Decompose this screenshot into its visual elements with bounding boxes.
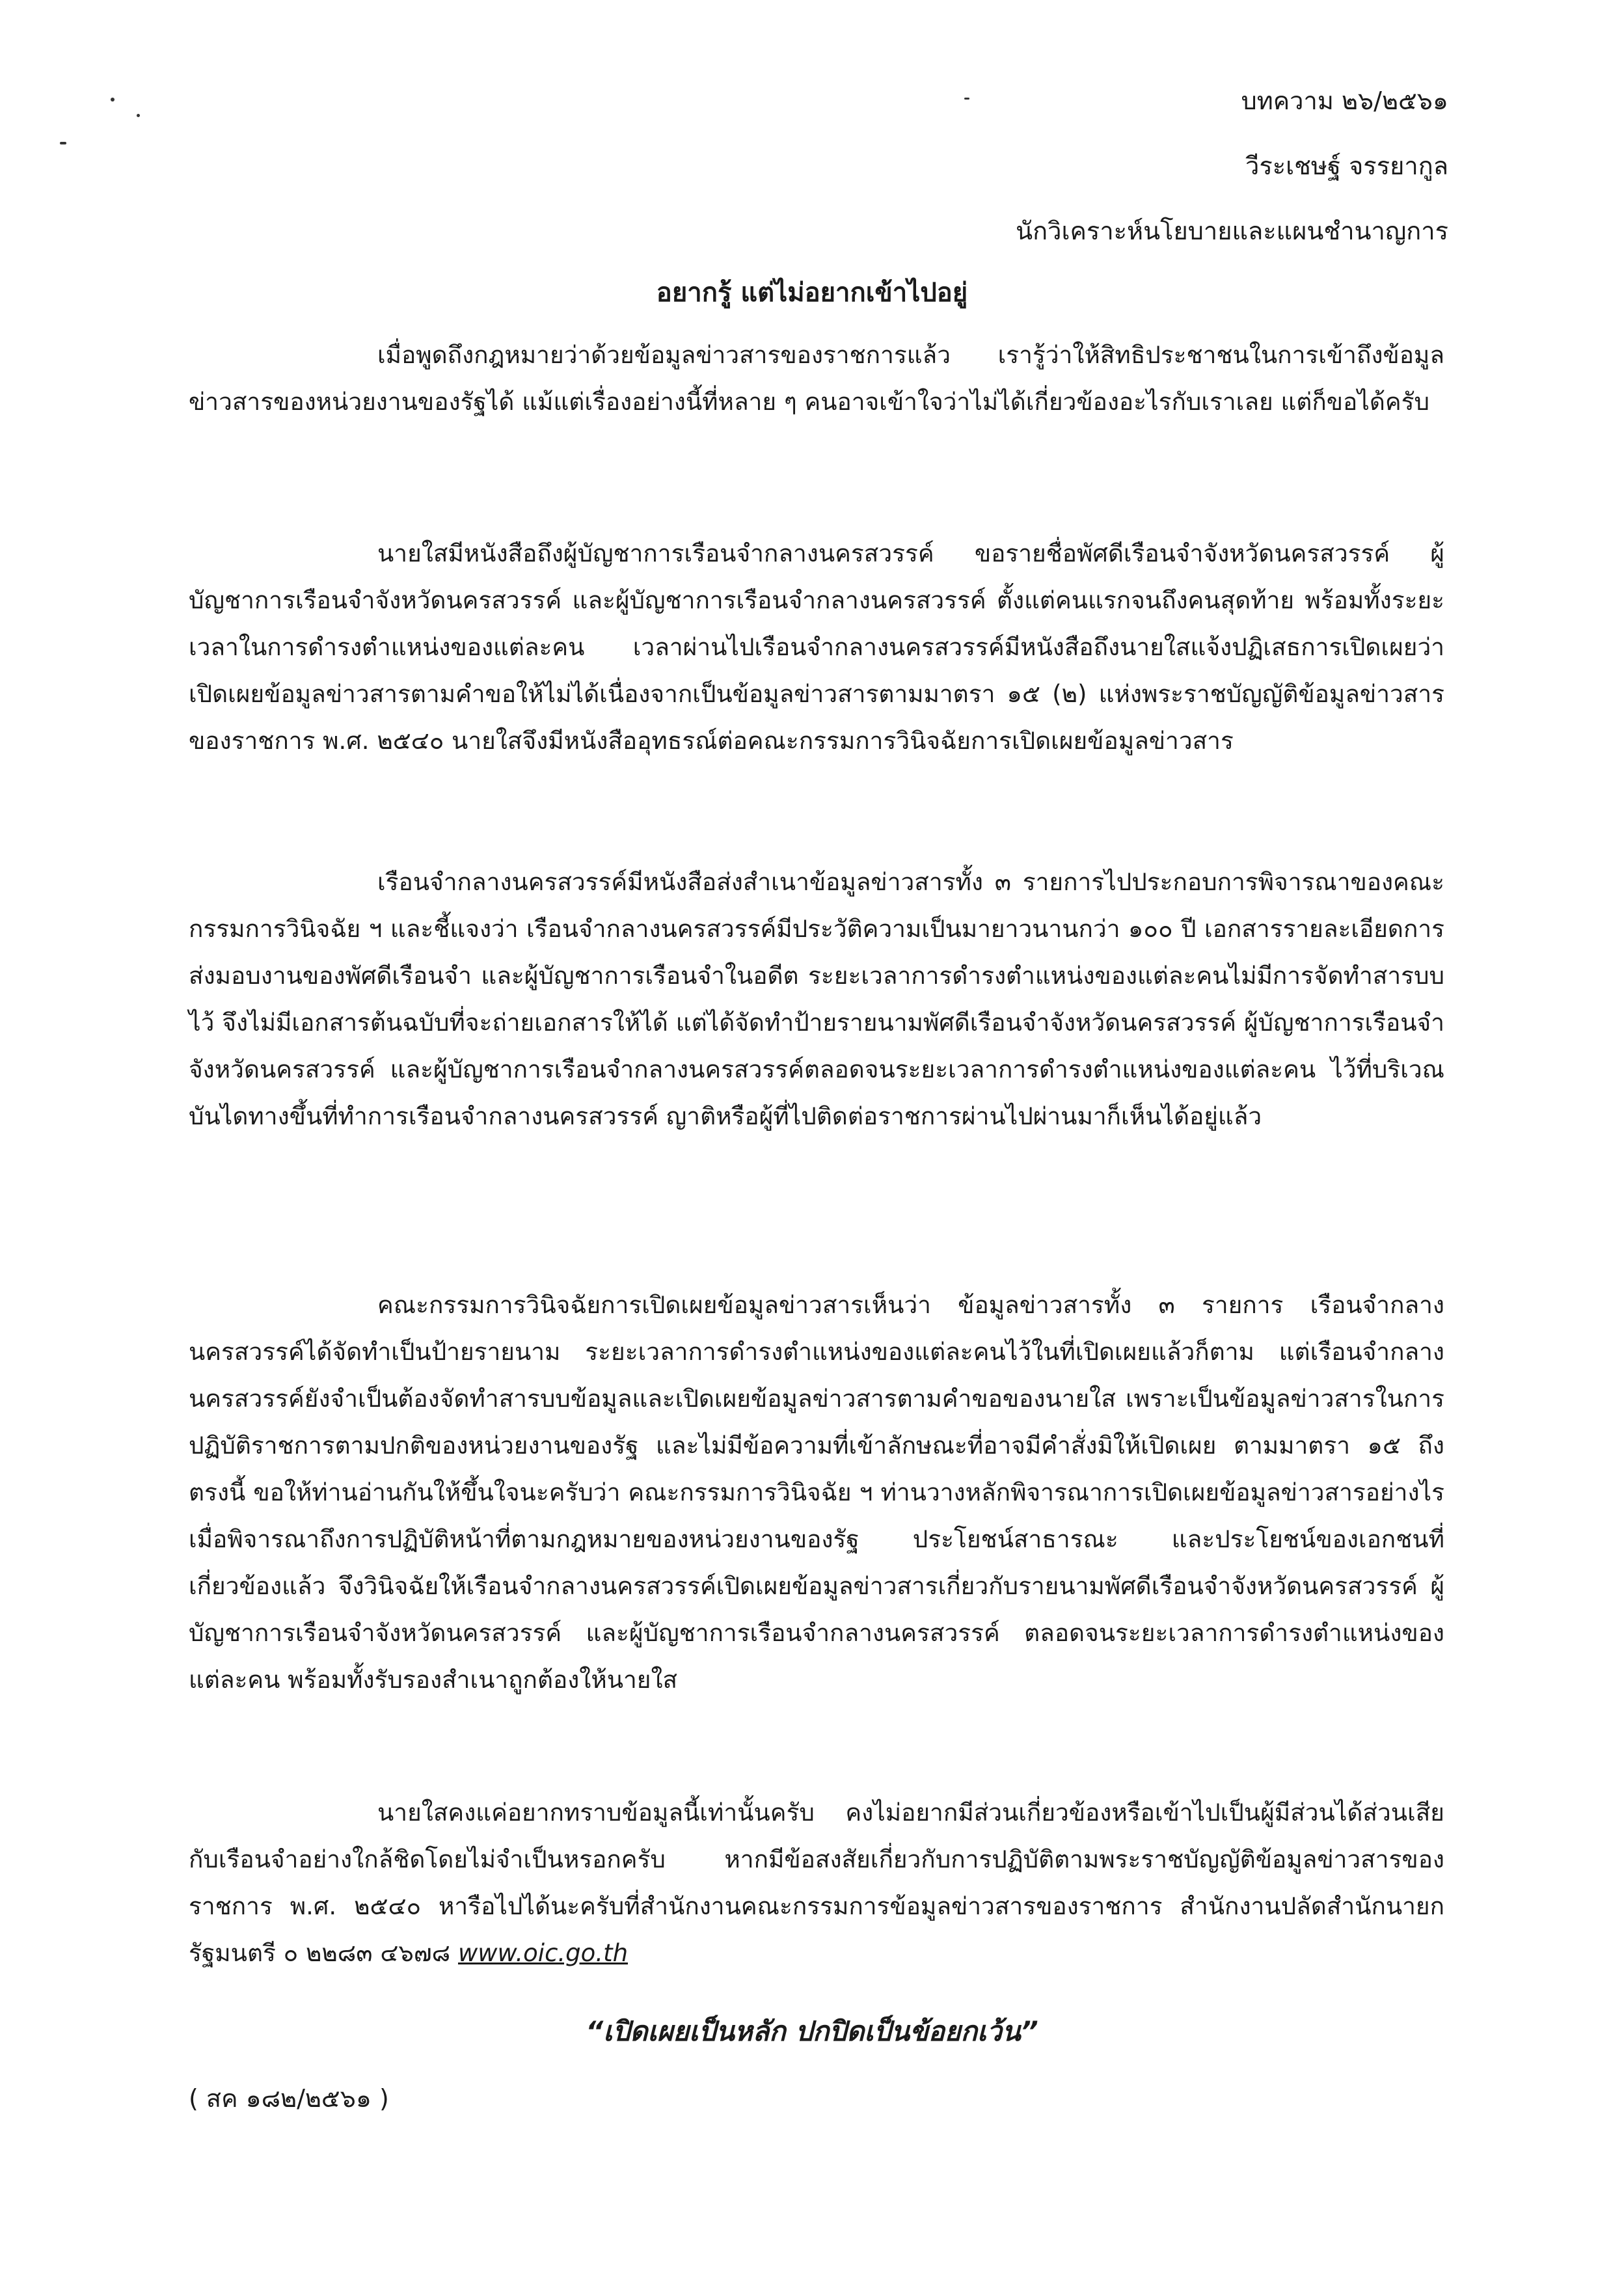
paragraph-5-text: นายใสคงแค่อยากทราบข้อมูลนี้เท่านั้นครับ คงไม่อยากมีส่วนเกี่ยวข้องหรือเข้าไปเป็นผู้มีส่วนได้ส่วนเสียกับเรือนจำอย่างใกล้ชิดโดยไม่จำเป็นหรอกครับ หากมีข้อสงสัยเกี่ยวกับการปฏิบัติตามพระราชบัญญัติข้อมูลข่าวสารของราชการ พ.ศ. ๒๕๔๐ หารือไปได้นะครับที่สำนักงานคณะกรรมการข้อมูลข่าวสารของราชการ สำนักงานปลัดสำนักนายกรัฐมนตรี ๐ ๒๒๘๓ ๔๖๗๘ [189,1799,1444,1967]
author-name: วีระเชษฐ์ จรรยากูล [1245,152,1448,180]
motto: “เปิดเผยเป็นหลัก ปกปิดเป็นข้อยกเว้น” [586,2015,1038,2047]
paragraph-1: เมื่อพูดถึงกฎหมายว่าด้วยข้อมูลข่าวสารของราชการแล้ว เรารู้ว่าให้สิทธิประชาชนในการเข้าถึงข้อมูลข่าวสารของหน่วยงานของรัฐได้ แม้แต่เรื่องอย่างนี้ที่หลาย ๆ คนอาจเข้าใจว่าไม่ได้เกี่ยวข้องอะไรกับเราเลย แต่ก็ขอได้ครับ [189,341,1444,416]
article-number: บทความ ๒๖/๒๕๖๑ [1241,87,1448,115]
paragraph-3: เรือนจำกลางนครสวรรค์มีหนังสือส่งสำเนาข้อมูลข่าวสารทั้ง ๓ รายการไปประกอบการพิจารณาของคณะกรรมการวินิจฉัย ฯ และชี้แจงว่า เรือนจำกลางนครสวรรค์มีประวัติความเป็นมายาวนานกว่า ๑๐๐ ปี เอกสารรายละเอียดการส่งมอบงานของพัศดีเรือนจำ และผู้บัญชาการเรือนจำในอดีต ระยะเวลาการดำรงตำแหน่งของแต่ละคนไม่มีการจัดทำสารบบไว้ จึงไม่มีเอกสารต้นฉบับที่จะถ่ายเอกสารให้ได้ แต่ได้จัดทำป้ายรายนามพัศดีเรือนจำจังหวัดนครสวรรค์ ผู้บัญชาการเรือนจำจังหวัดนครสวรรค์ และผู้บัญชาการเรือนจำกลางนครสวรรค์ตลอดจนระยะเวลาการดำรงตำแหน่งของแต่ละคน ไว้ที่บริเวณบันไดทางขึ้นที่ทำการเรือนจำกลางนครสวรรค์ ญาติหรือผู้ที่ไปติดต่อราชการผ่านไปผ่านมาก็เห็นได้อยู่แล้ว [189,868,1444,1130]
paragraph-2: นายใสมีหนังสือถึงผู้บัญชาการเรือนจำกลางนครสวรรค์ ขอรายชื่อพัศดีเรือนจำจังหวัดนครสวรรค์ ผู้บัญชาการเรือนจำจังหวัดนครสวรรค์ และผู้บัญชาการเรือนจำกลางนครสวรรค์ ตั้งแต่คนแรกจนถึงคนสุดท้าย พร้อมทั้งระยะเวลาในการดำรงตำแหน่งของแต่ละคน เวลาผ่านไปเรือนจำกลางนครสวรรค์มีหนังสือถึงนายใสแจ้งปฏิเสธการเปิดเผยว่า เปิดเผยข้อมูลข่าวสารตามคำขอให้ไม่ได้เนื่องจากเป็นข้อมูลข่าวสารตามมาตรา ๑๕ (๒) แห่งพระราชบัญญัติข้อมูลข่าวสารของราชการ พ.ศ. ๒๕๔๐ นายใสจึงมีหนังสืออุทธรณ์ต่อคณะกรรมการวินิจฉัยการเปิดเผยข้อมูลข่าวสาร [189,539,1444,755]
scan-speck [111,98,115,102]
paragraph-4: คณะกรรมการวินิจฉัยการเปิดเผยข้อมูลข่าวสารเห็นว่า ข้อมูลข่าวสารทั้ง ๓ รายการ เรือนจำกลางนครสวรรค์ได้จัดทำเป็นป้ายรายนาม ระยะเวลาการดำรงตำแหน่งของแต่ละคนไว้ในที่เปิดเผยแล้วก็ตาม แต่เรือนจำกลางนครสวรรค์ยังจำเป็นต้องจัดทำสารบบข้อมูลและเปิดเผยข้อมูลข่าวสารตามคำขอของนายใส เพราะเป็นข้อมูลข่าวสารในการปฏิบัติราชการตามปกติของหน่วยงานของรัฐ และไม่มีข้อความที่เข้าลักษณะที่อาจมีคำสั่งมิให้เปิดเผย ตามมาตรา ๑๕ ถึงตรงนี้ ขอให้ท่านอ่านกันให้ขึ้นใจนะครับว่า คณะกรรมการวินิจฉัย ฯ ท่านวางหลักพิจารณาการเปิดเผยข้อมูลข่าวสารอย่างไร เมื่อพิจารณาถึงการปฏิบัติหน้าที่ตามกฎหมายของหน่วยงานของรัฐ ประโยชน์สาธารณะ และประโยชน์ของเอกชนที่เกี่ยวข้องแล้ว จึงวินิจฉัยให้เรือนจำกลางนครสวรรค์เปิดเผยข้อมูลข่าวสารเกี่ยวกับรายนามพัศดีเรือนจำจังหวัดนครสวรรค์ ผู้บัญชาการเรือนจำจังหวัดนครสวรรค์ และผู้บัญชาการเรือนจำกลางนครสวรรค์ ตลอดจนระยะเวลาการดำรงตำแหน่งของแต่ละคน พร้อมทั้งรับรองสำเนาถูกต้องให้นายใส [189,1291,1444,1694]
scan-speck [60,142,66,144]
scan-speck [137,114,140,117]
scan-speck [964,98,969,100]
article-title: อยากรู้ แต่ไม่อยากเข้าไปอยู่ [656,278,968,308]
paragraph-5 [189,1789,1444,1977]
website-link[interactable]: www.oic.go.th [457,1939,629,1967]
author-position: นักวิเคราะห์นโยบายและแผนชำนาญการ [1016,217,1448,245]
reference-code: ( สค ๑๘๒/๒๕๖๑ ) [189,2084,389,2113]
